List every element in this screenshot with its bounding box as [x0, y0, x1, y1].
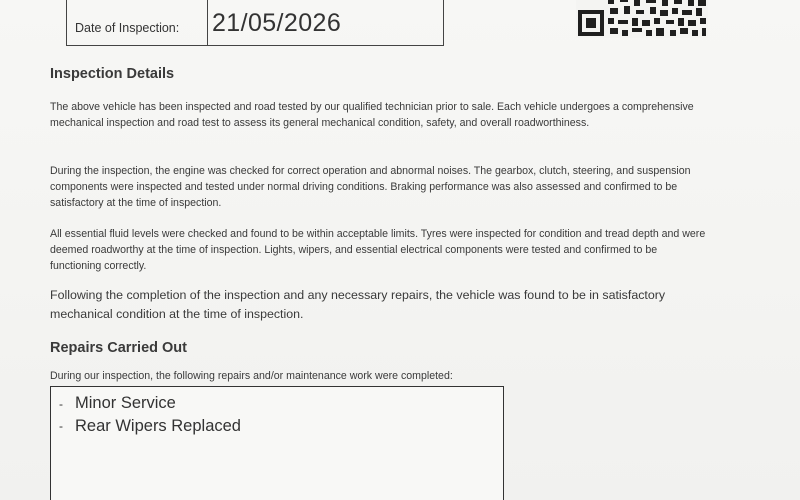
inspection-details-heading: Inspection Details [50, 66, 175, 82]
table-column-divider [207, 0, 208, 45]
date-of-inspection-value: 21/05/2026 [212, 9, 342, 37]
vehicle-info-table [66, 0, 444, 46]
list-item [59, 415, 241, 438]
repairs-list-box [50, 386, 504, 500]
repairs-heading: Repairs Carried Out [50, 340, 187, 356]
repair-item-label: Minor Service [75, 394, 176, 412]
inspection-paragraph-3: All essential fluid levels were checked and found to be within acceptable limits. Tyres were inspected for condition and tread depth and were deemed roadworthy at the time of inspection. Lights, wipers, and essential electrical components were tested and confirmed to be functioning correctly. [50, 228, 706, 272]
repairs-list [59, 392, 241, 437]
inspection-paragraph-4: Following the completion of the inspection and any necessary repairs, the vehicle was found to be in satisfactory mechanical condition at the time of inspection. [50, 288, 666, 321]
inspection-paragraph-2: During the inspection, the engine was checked for correct operation and abnormal noises. The gearbox, clutch, steering, and suspension components were inspected and tested under normal driving conditions. Braking performance was also assessed and confirmed to be satisfactory at the time of inspection. [50, 165, 691, 209]
list-item [59, 392, 241, 415]
list-bullet: - [59, 419, 63, 434]
repair-item-label: Rear Wipers Replaced [75, 416, 241, 435]
inspection-paragraph-1: The above vehicle has been inspected and road tested by our qualified technician prior to sale. Each vehicle undergoes a comprehensive mechanical inspection and road test to assess its general mechanical condition, safety, and overall roadworthiness. [50, 101, 694, 129]
repairs-intro-text: During our inspection, the following repairs and/or maintenance work were completed: [50, 370, 453, 382]
date-of-inspection-label: Date of Inspection: [75, 21, 180, 35]
qr-code-icon [576, 0, 708, 38]
list-bullet: - [59, 396, 63, 411]
